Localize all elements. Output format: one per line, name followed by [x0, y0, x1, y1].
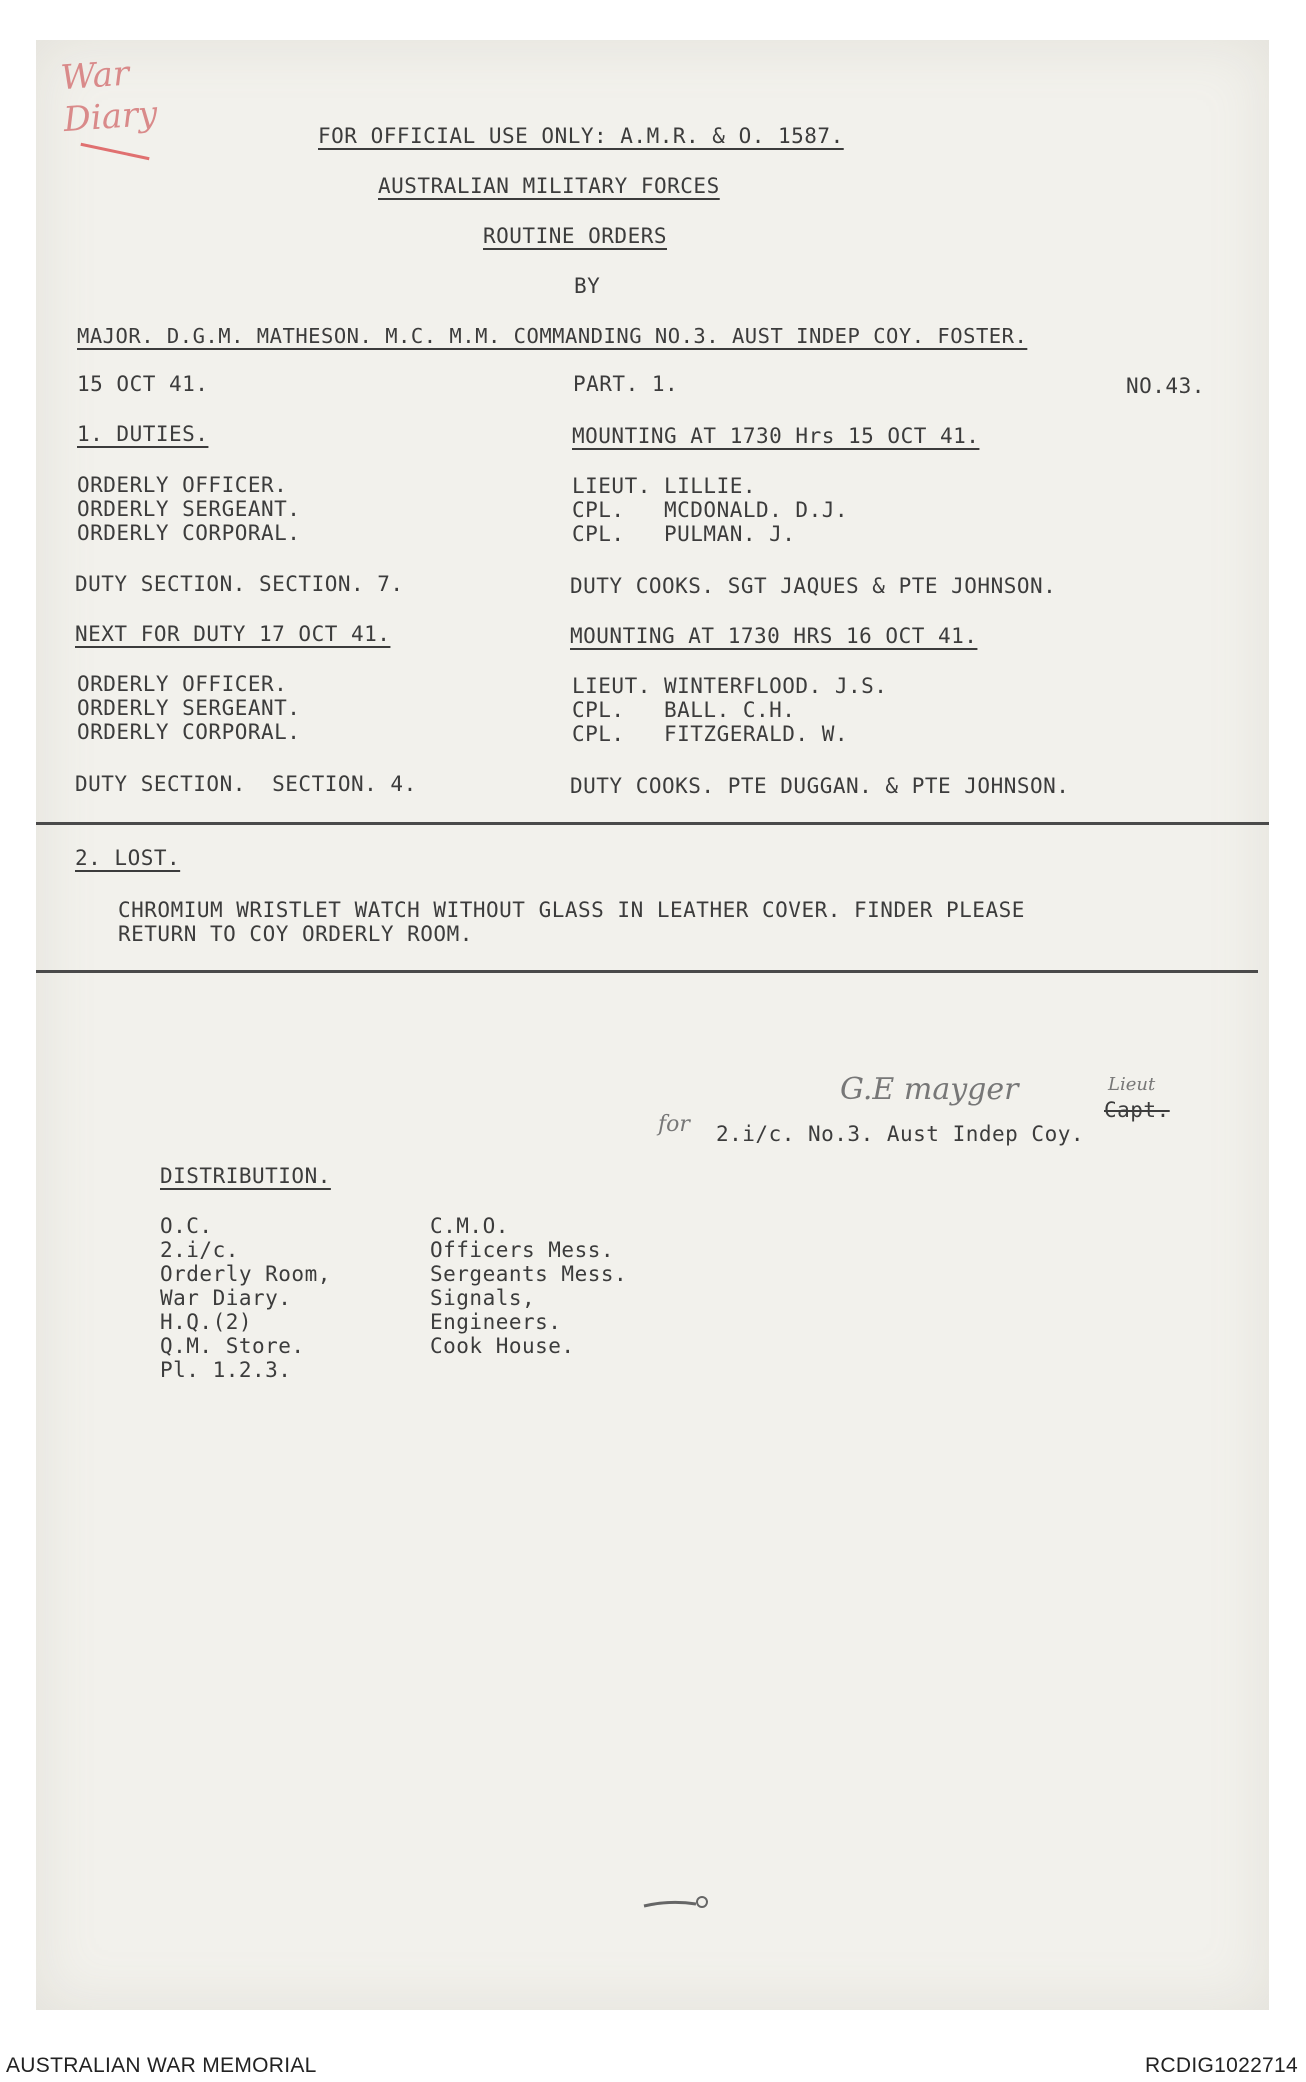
distribution-item: War Diary.: [160, 1286, 292, 1310]
duty-role: ORDERLY SERGEANT.: [77, 497, 301, 521]
handwritten-signature: G.E mayger: [840, 1072, 1019, 1107]
lost-heading: 2. LOST.: [75, 846, 181, 870]
duty-role: ORDERLY OFFICER.: [77, 672, 288, 696]
lost-text-line-1: CHROMIUM WRISTLET WATCH WITHOUT GLASS IN LEATHER COVER. FINDER PLEASE: [118, 898, 1025, 922]
duty-role: ORDERLY SERGEANT.: [77, 696, 301, 720]
footer-id: RCDIG1022714: [1144, 2054, 1298, 2077]
duty-section-2: DUTY SECTION. SECTION. 4.: [75, 772, 417, 796]
distribution-item: C.M.O.: [430, 1214, 509, 1238]
order-date: 15 OCT 41.: [77, 372, 209, 396]
distribution-item: Pl. 1.2.3.: [160, 1358, 292, 1382]
distribution-item: Orderly Room,: [160, 1262, 331, 1286]
staple-mark: [640, 1892, 720, 1916]
distribution-item: Sergeants Mess.: [430, 1262, 628, 1286]
distribution-heading: DISTRIBUTION.: [160, 1164, 331, 1188]
forces-heading: AUSTRALIAN MILITARY FORCES: [378, 174, 720, 198]
order-part: PART. 1.: [573, 372, 679, 396]
duty-cooks-1: DUTY COOKS. SGT JAQUES & PTE JOHNSON.: [570, 574, 1057, 598]
distribution-item: Engineers.: [430, 1310, 562, 1334]
order-number: NO.43.: [1126, 374, 1205, 398]
lost-text-line-2: RETURN TO COY ORDERLY ROOM.: [118, 922, 473, 946]
distribution-item: Q.M. Store.: [160, 1334, 305, 1358]
distribution-item: H.Q.(2): [160, 1310, 253, 1334]
routine-orders-heading: ROUTINE ORDERS: [483, 224, 668, 248]
duty-role: ORDERLY CORPORAL.: [77, 720, 301, 744]
duty-role: ORDERLY CORPORAL.: [77, 521, 301, 545]
handwritten-rank: Lieut: [1108, 1074, 1156, 1095]
mounting-heading-2: MOUNTING AT 1730 HRS 16 OCT 41.: [570, 624, 978, 648]
distribution-item: O.C.: [160, 1214, 213, 1238]
distribution-item: Cook House.: [430, 1334, 575, 1358]
mounting-heading-1: MOUNTING AT 1730 Hrs 15 OCT 41.: [572, 424, 980, 448]
duty-name: CPL. BALL. C.H.: [572, 698, 796, 722]
duty-role: ORDERLY OFFICER.: [77, 473, 288, 497]
commanding-heading: MAJOR. D.G.M. MATHESON. M.C. M.M. COMMANDING NO.3. AUST INDEP COY. FOSTER.: [77, 324, 1028, 348]
duty-name: CPL. FITZGERALD. W.: [572, 722, 849, 746]
signature-title: 2.i/c. No.3. Aust Indep Coy.: [716, 1122, 1085, 1146]
divider-2: [36, 970, 1258, 973]
war-diary-annotation: War Diary: [59, 53, 159, 141]
duty-name: CPL. PULMAN. J.: [572, 522, 796, 546]
duty-name: LIEUT. WINTERFLOOD. J.S.: [572, 674, 888, 698]
footer-credit: AUSTRALIAN WAR MEMORIAL: [6, 2054, 317, 2077]
duty-name: CPL. MCDONALD. D.J.: [572, 498, 849, 522]
distribution-item: Officers Mess.: [430, 1238, 615, 1262]
distribution-item: 2.i/c.: [160, 1238, 239, 1262]
official-use-heading: FOR OFFICIAL USE ONLY: A.M.R. & O. 1587.: [318, 124, 844, 148]
next-for-duty-heading: NEXT FOR DUTY 17 OCT 41.: [75, 622, 391, 646]
duty-section-1: DUTY SECTION. SECTION. 7.: [75, 572, 404, 596]
duty-name: LIEUT. LILLIE.: [572, 474, 757, 498]
by-heading: BY: [574, 274, 601, 298]
duty-cooks-2: DUTY COOKS. PTE DUGGAN. & PTE JOHNSON.: [570, 774, 1070, 798]
distribution-item: Signals,: [430, 1286, 536, 1310]
struck-rank: Capt.: [1104, 1098, 1170, 1122]
divider-1: [36, 822, 1269, 825]
signature-prefix: for: [658, 1112, 690, 1137]
duties-heading: 1. DUTIES.: [77, 422, 209, 446]
